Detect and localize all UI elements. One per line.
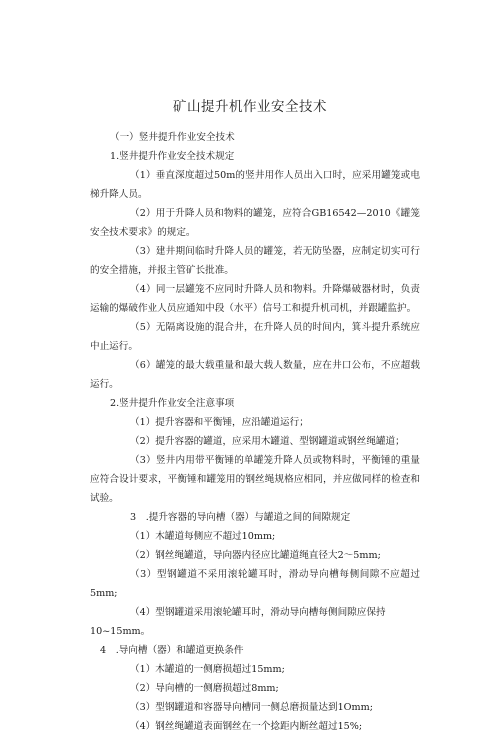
paragraph: （2）钢丝绳罐道，导向器内径应比罐道绳直径大2〜5mm;: [130, 550, 381, 561]
paragraph: 10~15mm。: [90, 626, 151, 637]
document-body: [90, 128, 420, 736]
paragraph: （1）垂直深度超过50m的竖井用作人员出入口时，应采用罐笼或电梯升降人员。: [90, 170, 420, 200]
paragraph: （2）提升容器的罐道，应采用木罐道、型钢罐道或钢丝绳罐道；: [130, 436, 405, 447]
paragraph: 4 .导向槽（器）和罐道更换条件: [100, 645, 244, 656]
paragraph: （3）竖井内用带平衡锤的单罐笼升降人员或物料时，平衡锤的重量应符合设计要求，平衡锤和罐笼用的钢丝绳规格应相同，并应做同样的检查和试验。: [90, 455, 420, 504]
paragraph: （2）用于升降人员和物料的罐笼，应符合GB16542—2010《罐笼安全技术要求》的规定。: [90, 208, 420, 238]
paragraph: （2）导向槽的一侧磨损超过8mm;: [130, 683, 279, 694]
paragraph: （1）提升容器和平衡锤，应沿罐道运行；: [130, 417, 309, 428]
paragraph: 2.竖井提升作业安全注意事项: [110, 398, 235, 409]
paragraph: （3）型钢罐道和容器导向槽同一侧总磨损量达到1Omm;: [130, 702, 373, 713]
paragraph: （5）无隔离设施的混合井，在升降人员的时间内，箕斗提升系统应中止运行。: [90, 322, 420, 352]
paragraph: （3）建井期间临时升降人员的罐笼，若无防坠器，应制定切实可行的安全措施，并报主管矿长批准。: [90, 246, 420, 276]
paragraph: 3 .提升容器的导向槽（器）与罐道之间的间隙规定: [130, 512, 351, 523]
paragraph: （3）型钢罐道不采用滚轮罐耳时，滑动导向槽每侧间隙不应超过5mm;: [90, 569, 420, 599]
paragraph: （6）罐笼的最大载重量和最大载人数量，应在井口公布，不应超载运行。: [90, 360, 420, 390]
paragraph: （一）竖井提升作业安全技术: [110, 132, 235, 143]
paragraph: 1.竖井提升作业安全技术规定: [110, 151, 235, 162]
paragraph: （4）钢丝绳罐道表面钢丝在一个捻距内断丝超过15%;: [130, 721, 363, 732]
paragraph: （4）同一层罐笼不应同时升降人员和物料。升降爆破器材时，负责运输的爆破作业人员应通知中段（水平）信号工和提升机司机，并跟罐监护。: [90, 284, 420, 314]
paragraph: （1）木罐道的一侧磨损超过15mm;: [130, 664, 285, 675]
paragraph: （4）型钢罐道采用滚轮罐耳时，滑动导向槽每侧间隙应保持: [130, 607, 386, 618]
document-title: 矿山提升机作业安全技术: [173, 99, 327, 115]
paragraph: （1）木罐道每侧应不超过10mm;: [130, 531, 276, 542]
